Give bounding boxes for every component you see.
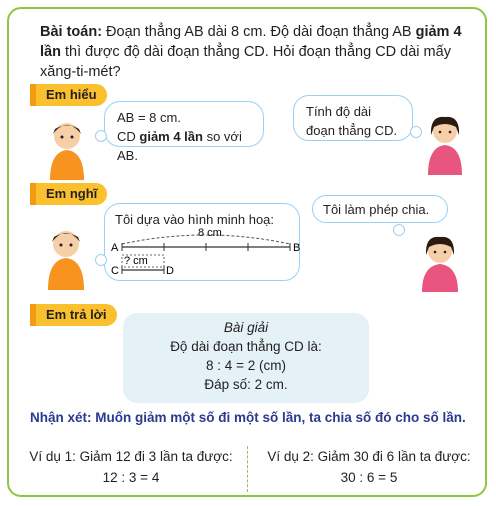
problem-label: Bài toán: <box>40 24 103 40</box>
problem-text-1: Đoạn thẳng AB dài 8 cm. Độ dài đoạn thẳng AB <box>102 24 416 40</box>
girl-figure-2 <box>412 236 468 292</box>
problem-text-2: thì được độ dài đoạn thẳng CD. Hỏi đoạn thẳng CD dài mấy xăng-ti-mét? <box>40 44 451 80</box>
section-tag-understand: Em hiểu <box>36 84 107 106</box>
example-divider <box>247 446 248 492</box>
solution-line-3: Đáp số: 2 cm. <box>204 377 288 392</box>
example-2-calc: 30 : 6 = 5 <box>340 470 398 485</box>
problem-text-bold: giảm 4 lần <box>40 24 462 60</box>
example-2-title: Ví dụ 2: Giảm 30 đi 6 lần ta được: <box>267 449 471 464</box>
summary-note: Nhận xét: Muốn giảm một số đi một số lần, ta chia số đó cho số lần. <box>30 410 466 425</box>
speech-bubble-understand-2 <box>293 95 413 141</box>
speech-bubble-think-2 <box>312 195 448 223</box>
speech-bubble-understand-1 <box>104 101 264 163</box>
point-a: A <box>111 242 119 254</box>
boy-figure-2 <box>40 228 96 290</box>
bubble-tail <box>393 224 405 236</box>
section-tag-think: Em nghĩ <box>36 183 107 205</box>
example-1 <box>18 446 244 488</box>
segment-diagram <box>108 222 301 278</box>
point-c: C <box>111 265 119 277</box>
bubble-tail <box>95 130 107 142</box>
section-tag-answer: Em trả lời <box>36 304 117 326</box>
example-1-calc: 12 : 3 = 4 <box>102 470 160 485</box>
solution-title: Bài giải <box>223 320 269 335</box>
bubble-text: Tính độ dài đoạn thẳng CD. <box>306 104 398 138</box>
point-b: B <box>293 242 301 254</box>
problem-statement <box>40 22 480 82</box>
bubble-text: Tôi làm phép chia. <box>323 202 430 217</box>
bubble-tail <box>95 254 107 266</box>
solution-line-1: Độ dài đoạn thẳng CD là: <box>170 339 322 354</box>
solution-box <box>123 313 369 403</box>
example-2 <box>254 446 484 488</box>
bubble-line-2: CD giảm 4 lần so với AB. <box>117 129 242 163</box>
label-cd: ? cm <box>124 255 148 267</box>
label-ab: 8 cm <box>198 227 222 239</box>
bubble-text: Tôi dựa vào hình minh hoạ: <box>115 212 275 227</box>
boy-figure-1 <box>32 120 102 180</box>
solution-line-2: 8 : 4 = 2 (cm) <box>206 358 286 373</box>
bubble-line-1: AB = 8 cm. <box>117 110 181 125</box>
example-1-title: Ví dụ 1: Giảm 12 đi 3 lần ta được: <box>29 449 233 464</box>
point-d: D <box>166 265 174 277</box>
girl-figure-1 <box>420 115 470 175</box>
